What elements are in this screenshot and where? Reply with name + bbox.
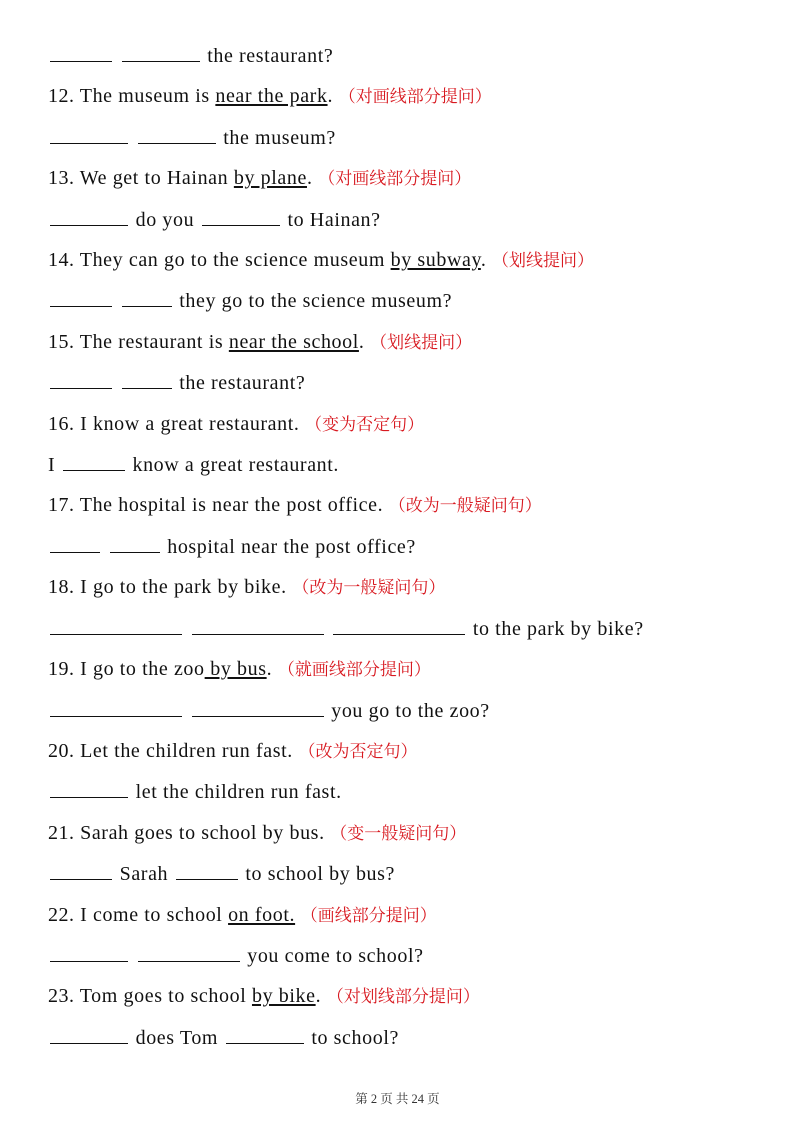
answer-line (48, 200, 747, 240)
fill-blank[interactable] (50, 697, 182, 717)
question-line-23 (48, 976, 747, 1017)
fill-blank[interactable] (50, 778, 128, 798)
underlined-phrase: near the park (215, 85, 328, 108)
answer-text: do you (135, 208, 195, 231)
answer-text-2: to Hainan? (287, 208, 381, 231)
fill-blank[interactable] (122, 42, 200, 62)
answer-line (48, 445, 747, 485)
answer-text: they go to the science museum? (179, 290, 453, 313)
question-number: 21. (48, 821, 75, 844)
answer-line (48, 936, 747, 976)
underlined-phrase: on foot. (228, 903, 296, 926)
fill-blank[interactable] (50, 206, 128, 226)
fill-blank[interactable] (50, 533, 100, 553)
question-text-before: Tom goes to school (79, 985, 252, 1008)
underlined-phrase: by bike (251, 985, 316, 1008)
question-line-12 (48, 76, 747, 117)
question-text-before: I go to the park by bike. (80, 576, 287, 599)
fill-blank[interactable] (122, 369, 172, 389)
question-text-before: The restaurant is (79, 330, 229, 353)
underlined-phrase: by subway (390, 249, 481, 272)
instruction-note: （对划线部分提问） (326, 987, 480, 1007)
fill-blank[interactable] (50, 124, 128, 144)
question-text-before: I know a great restaurant. (80, 412, 300, 435)
fill-blank[interactable] (50, 287, 112, 307)
answer-text: you come to school? (247, 944, 424, 967)
instruction-note: （对画线部分提问） (318, 169, 472, 189)
answer-text: the museum? (223, 126, 336, 149)
instruction-note: （变为否定句） (305, 414, 425, 434)
question-line-19 (48, 649, 747, 690)
question-number: 16. (48, 412, 75, 435)
answer-text: hospital near the post office? (167, 535, 416, 558)
answer-text: does Tom (135, 1026, 219, 1049)
question-number: 13. (48, 167, 75, 190)
instruction-note: （就画线部分提问） (277, 660, 431, 680)
answer-text: to the park by bike? (472, 617, 644, 640)
instruction-note: （改为一般疑问句） (388, 496, 542, 516)
instruction-note: （改为一般疑问句） (292, 578, 446, 598)
answer-prefix: I (48, 454, 56, 477)
instruction-note: （画线部分提问） (300, 905, 437, 925)
page-footer: 第 2 页 共 24 页 (355, 1092, 440, 1106)
fill-blank[interactable] (176, 860, 238, 880)
question-line-17 (48, 485, 747, 526)
answer-line (48, 854, 747, 894)
question-line-21 (48, 813, 747, 854)
instruction-note: （改为否定句） (298, 741, 418, 761)
fill-blank[interactable] (50, 615, 182, 635)
question-text-before: Let the children run fast. (80, 739, 293, 762)
question-text-after: . (315, 985, 322, 1008)
question-line-20 (48, 731, 747, 772)
question-number: 20. (48, 739, 75, 762)
underlined-phrase: by bus (204, 658, 267, 681)
question-line-16 (48, 404, 747, 445)
answer-text: know a great restaurant. (132, 454, 340, 477)
fill-blank[interactable] (138, 942, 240, 962)
question-line-13 (48, 158, 747, 199)
question-text-before: We get to Hainan (79, 167, 234, 190)
fill-blank[interactable] (50, 42, 112, 62)
question-text-before: They can go to the science museum (79, 249, 391, 272)
answer-text: the restaurant? (179, 372, 306, 395)
fill-blank[interactable] (50, 1024, 128, 1044)
answer-text-2: to school by bus? (245, 863, 396, 886)
answer-line (48, 36, 747, 76)
question-number: 22. (48, 903, 75, 926)
question-text-before: The hospital is near the post office. (79, 494, 384, 517)
answer-line (48, 1018, 747, 1058)
fill-blank[interactable] (50, 942, 128, 962)
question-line-18 (48, 567, 747, 608)
answer-line (48, 363, 747, 403)
answer-line (48, 609, 747, 649)
answer-line (48, 527, 747, 567)
question-number: 18. (48, 576, 75, 599)
question-number: 12. (48, 85, 75, 108)
question-text-before: I go to the zoo (80, 658, 205, 681)
fill-blank[interactable] (50, 369, 112, 389)
question-line-15 (48, 322, 747, 363)
answer-text: you go to the zoo? (331, 699, 490, 722)
answer-line (48, 691, 747, 731)
answer-text: Sarah (119, 863, 169, 886)
fill-blank[interactable] (202, 206, 280, 226)
answer-line (48, 281, 747, 321)
question-text-after: . (480, 249, 487, 272)
fill-blank[interactable] (192, 615, 324, 635)
instruction-note: （划线提问） (370, 332, 473, 352)
question-text-after: . (306, 167, 313, 190)
answer-text: let the children run fast. (135, 781, 342, 804)
answer-text-2: to school? (311, 1026, 399, 1049)
fill-blank[interactable] (110, 533, 160, 553)
question-line-14 (48, 240, 747, 281)
underlined-phrase: near the school (228, 330, 359, 353)
fill-blank[interactable] (192, 697, 324, 717)
fill-blank[interactable] (63, 451, 125, 471)
question-number: 14. (48, 249, 75, 272)
question-text-before: Sarah goes to school by bus. (80, 821, 325, 844)
question-number: 17. (48, 494, 75, 517)
instruction-note: （对画线部分提问） (338, 87, 492, 107)
question-text-before: I come to school (80, 903, 229, 926)
underlined-phrase: by plane (233, 167, 307, 190)
question-text-before: The museum is (79, 85, 216, 108)
question-number: 19. (48, 658, 75, 681)
instruction-note: （变一般疑问句） (330, 823, 467, 843)
question-text-after: . (327, 85, 334, 108)
fill-blank[interactable] (333, 615, 465, 635)
answer-text: the restaurant? (207, 45, 334, 67)
question-text-after: . (266, 658, 273, 681)
answer-line (48, 118, 747, 158)
question-number: 23. (48, 985, 75, 1008)
fill-blank[interactable] (226, 1024, 304, 1044)
fill-blank[interactable] (50, 860, 112, 880)
fill-blank[interactable] (122, 287, 172, 307)
question-text-after: . (358, 330, 365, 353)
question-number: 15. (48, 330, 75, 353)
question-line-22 (48, 895, 747, 936)
answer-line (48, 772, 747, 812)
fill-blank[interactable] (138, 124, 216, 144)
instruction-note: （划线提问） (492, 251, 595, 271)
